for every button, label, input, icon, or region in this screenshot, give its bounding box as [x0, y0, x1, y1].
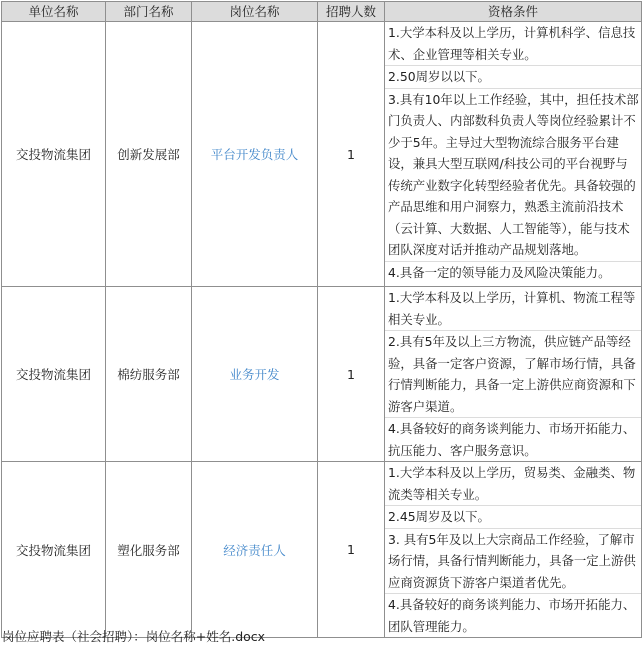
requirement-item: 2.具有5年及以上三方物流，供应链产品等经验，具备一定客户资源，了解市场行情，具备行情判断能力，具备一定上游供应商资源和下游客户渠道。: [385, 331, 641, 418]
count-cell: 1: [318, 287, 385, 462]
attachment-file-link[interactable]: 岗位名称+姓名.docx: [145, 629, 266, 644]
count-cell: 1: [318, 22, 385, 287]
position-link[interactable]: 经济责任人: [223, 542, 286, 558]
requirement-item: 1.大学本科及以上学历，计算机科学、信息技术、企业管理等相关专业。: [385, 22, 641, 66]
requirement-item: 4.具备较好的商务谈判能力、市场开拓能力、团队管理能力。: [388, 597, 636, 634]
unit-cell: 交投物流集团: [2, 287, 106, 462]
table-row: [2, 22, 642, 287]
table-header-row: [2, 2, 642, 22]
attachment-prefix: 岗位应聘表（社会招聘）：: [2, 629, 146, 644]
requirements-cell: [385, 462, 642, 638]
header-count: 招聘人数: [318, 2, 385, 22]
header-dept: 部门名称: [106, 2, 192, 22]
position-cell: [192, 462, 318, 638]
table-row: [2, 287, 642, 462]
requirement-item: 2.45周岁及以下。: [385, 506, 641, 529]
requirement-item: 1.大学本科及以上学历，计算机、物流工程等相关专业。: [385, 287, 641, 331]
unit-cell: 交投物流集团: [2, 22, 106, 287]
dept-cell: 塑化服务部: [106, 462, 192, 638]
requirement-item: 1.大学本科及以上学历，贸易类、金融类、物流类等相关专业。: [385, 462, 641, 506]
requirement-item: 3. 具有5年及以上大宗商品工作经验，了解市场行情，具备行情判断能力，具备一定上游供应商资源货下游客户渠道者优先。: [385, 529, 641, 595]
requirements-cell: [385, 22, 642, 287]
requirement-item: 4.具备一定的领导能力及风险决策能力。: [388, 264, 611, 280]
dept-cell: 创新发展部: [106, 22, 192, 287]
header-requirements: 资格条件: [385, 2, 642, 22]
header-position: 岗位名称: [192, 2, 318, 22]
requirement-item: 4.具备较好的商务谈判能力、市场开拓能力、抗压能力、客户服务意识。: [388, 421, 636, 458]
requirement-item: 3.具有10年以上工作经验，其中，担任技术部门负责人、内部数科负责人等岗位经验累计不少于5年。主导过大型物流综合服务平台建设，兼具大型互联网/科技公司的平台视野与传统产业数字化转型经验者优先。具备较强的产品思维和用户洞察力，熟悉主流前沿技术（云计算、大数据、人工智能等），能与技术团队深度对话并推动产品规划落地。: [385, 89, 641, 262]
position-cell: [192, 22, 318, 287]
unit-cell: 交投物流集团: [2, 462, 106, 638]
requirements-cell: [385, 287, 642, 462]
position-link[interactable]: 平台开发负责人: [210, 147, 299, 162]
count-cell: 1: [318, 462, 385, 638]
header-unit: 单位名称: [2, 2, 106, 22]
position-cell: [192, 287, 318, 462]
position-link[interactable]: 业务开发: [229, 367, 280, 382]
attachment-line: [2, 627, 265, 645]
dept-cell: 棉纺服务部: [106, 287, 192, 462]
requirement-item: 2.50周岁以以下。: [385, 66, 641, 89]
table-row: [2, 462, 642, 638]
job-table: [1, 1, 642, 638]
